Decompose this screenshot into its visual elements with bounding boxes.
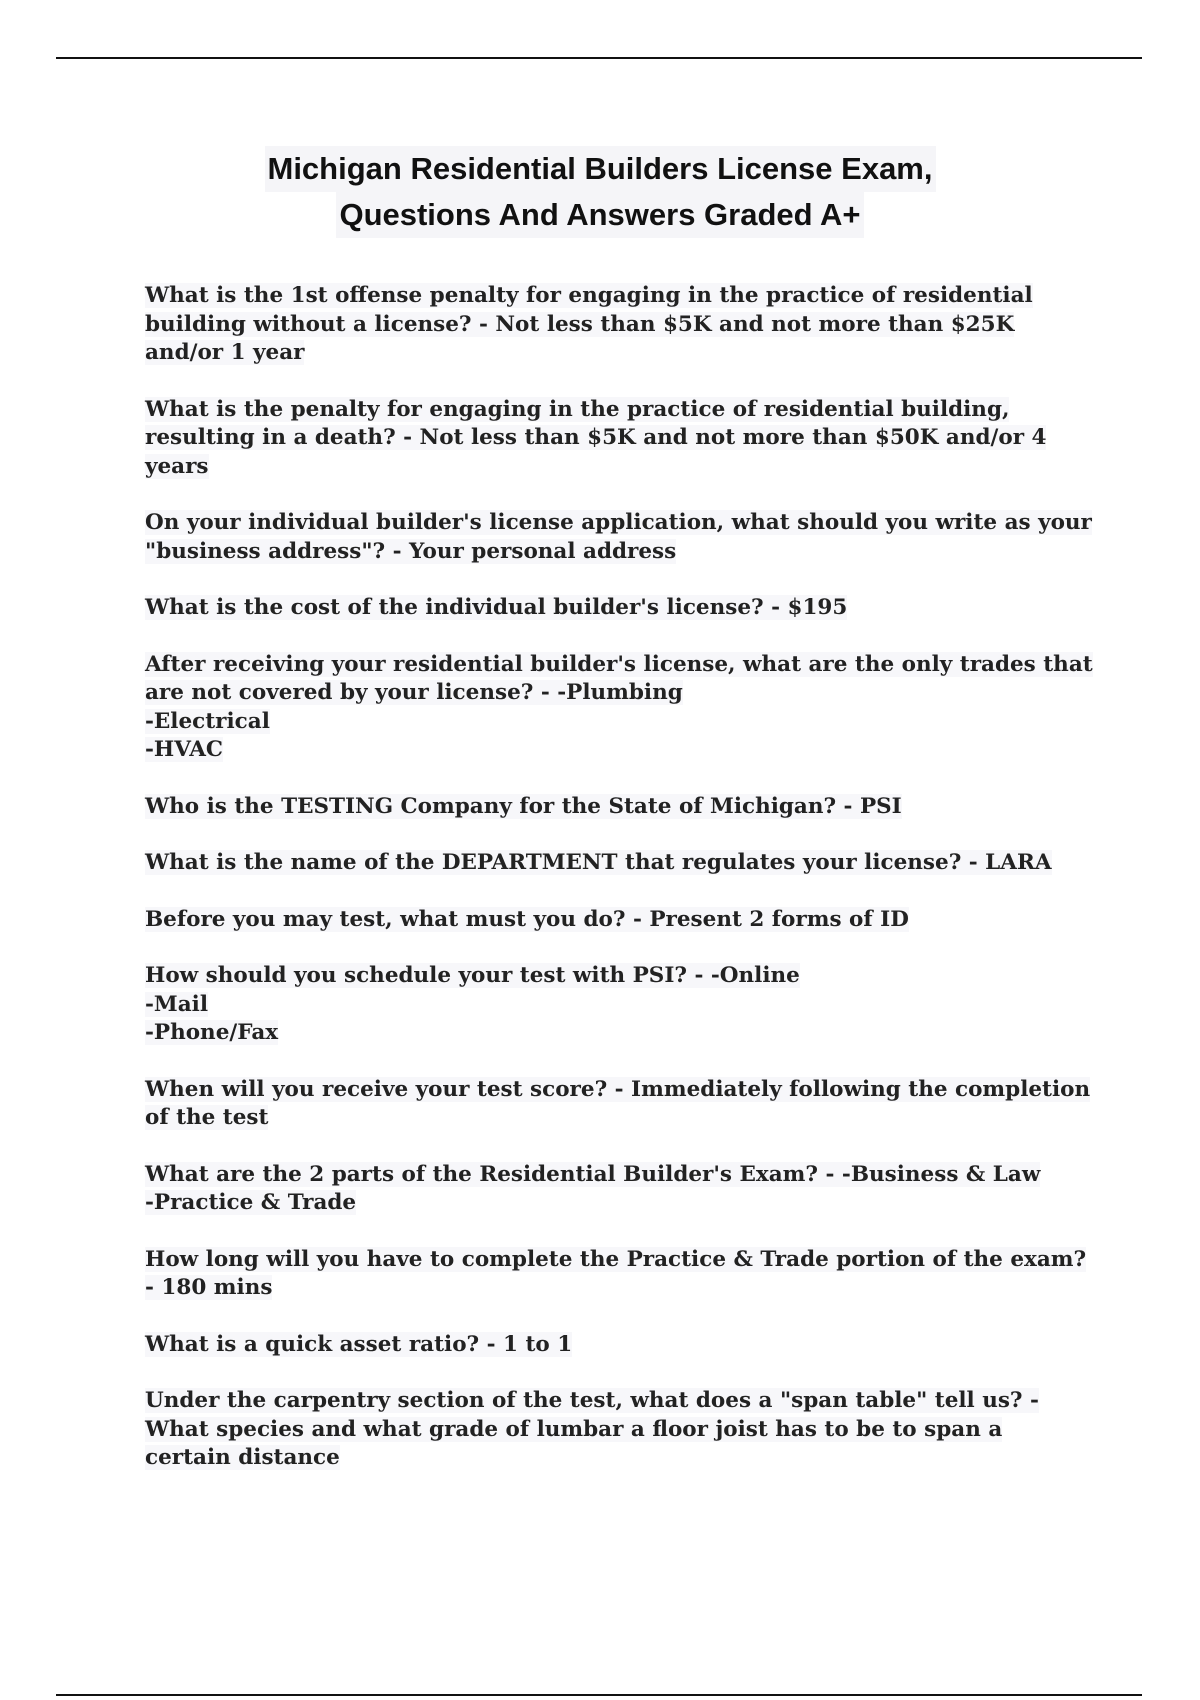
qa-text: On your individual builder's license application, what should you write as your "business address"? - Your personal address xyxy=(145,510,1092,564)
qa-item xyxy=(145,793,1095,822)
qa-text: How should you schedule your test with PSI? - -Online -Mail -Phone/Fax xyxy=(145,963,800,1045)
qa-item xyxy=(145,1076,1095,1133)
qa-item xyxy=(145,509,1095,566)
qa-text: Under the carpentry section of the test, what does a "span table" tell us? - What species and what grade of lumbar a floor joist has to be to span a certain distance xyxy=(145,1388,1039,1470)
qa-item xyxy=(145,282,1095,368)
qa-text: What is the name of the DEPARTMENT that regulates your license? - LARA xyxy=(145,850,1052,875)
document-title xyxy=(0,146,1200,238)
qa-text: Before you may test, what must you do? - Present 2 forms of ID xyxy=(145,906,909,932)
qa-text: What is the cost of the individual builder's license? - $195 xyxy=(145,595,848,620)
title-line-1: Michigan Residential Builders License Exam, xyxy=(265,146,936,192)
qa-item xyxy=(145,651,1095,765)
title-line-2: Questions And Answers Graded A+ xyxy=(336,192,863,238)
qa-text: What is a quick asset ratio? - 1 to 1 xyxy=(145,1331,573,1357)
qa-text: What is the 1st offense penalty for engaging in the practice of residential building without a license? - Not less than $5K and not more than $25K and/or 1 year xyxy=(145,283,1033,365)
qa-item xyxy=(145,849,1095,878)
bottom-divider xyxy=(56,1694,1142,1696)
qa-item xyxy=(145,396,1095,482)
qa-item xyxy=(145,594,1095,623)
qa-text: Who is the TESTING Company for the State of Michigan? - PSI xyxy=(145,793,902,819)
qa-text: What are the 2 parts of the Residential Builder's Exam? - -Business & Law -Practice & Trade xyxy=(145,1161,1041,1215)
qa-item xyxy=(145,962,1095,1048)
qa-text: When will you receive your test score? - Immediately following the completion of the test xyxy=(145,1076,1091,1130)
qa-text: After receiving your residential builder's license, what are the only trades that are not covered by your license? - -Plumbing -Electrical -HVAC xyxy=(145,651,1093,762)
qa-list xyxy=(145,282,1095,1501)
qa-item xyxy=(145,906,1095,935)
qa-text: What is the penalty for engaging in the practice of residential building, resulting in a death? - Not less than $5K and not more than $50K and/or 4 years xyxy=(145,396,1047,479)
qa-item xyxy=(145,1387,1095,1473)
top-divider xyxy=(56,57,1142,59)
qa-text: How long will you have to complete the Practice & Trade portion of the exam? - 180 mins xyxy=(145,1246,1087,1300)
qa-item xyxy=(145,1246,1095,1303)
qa-item xyxy=(145,1161,1095,1218)
qa-item xyxy=(145,1331,1095,1360)
